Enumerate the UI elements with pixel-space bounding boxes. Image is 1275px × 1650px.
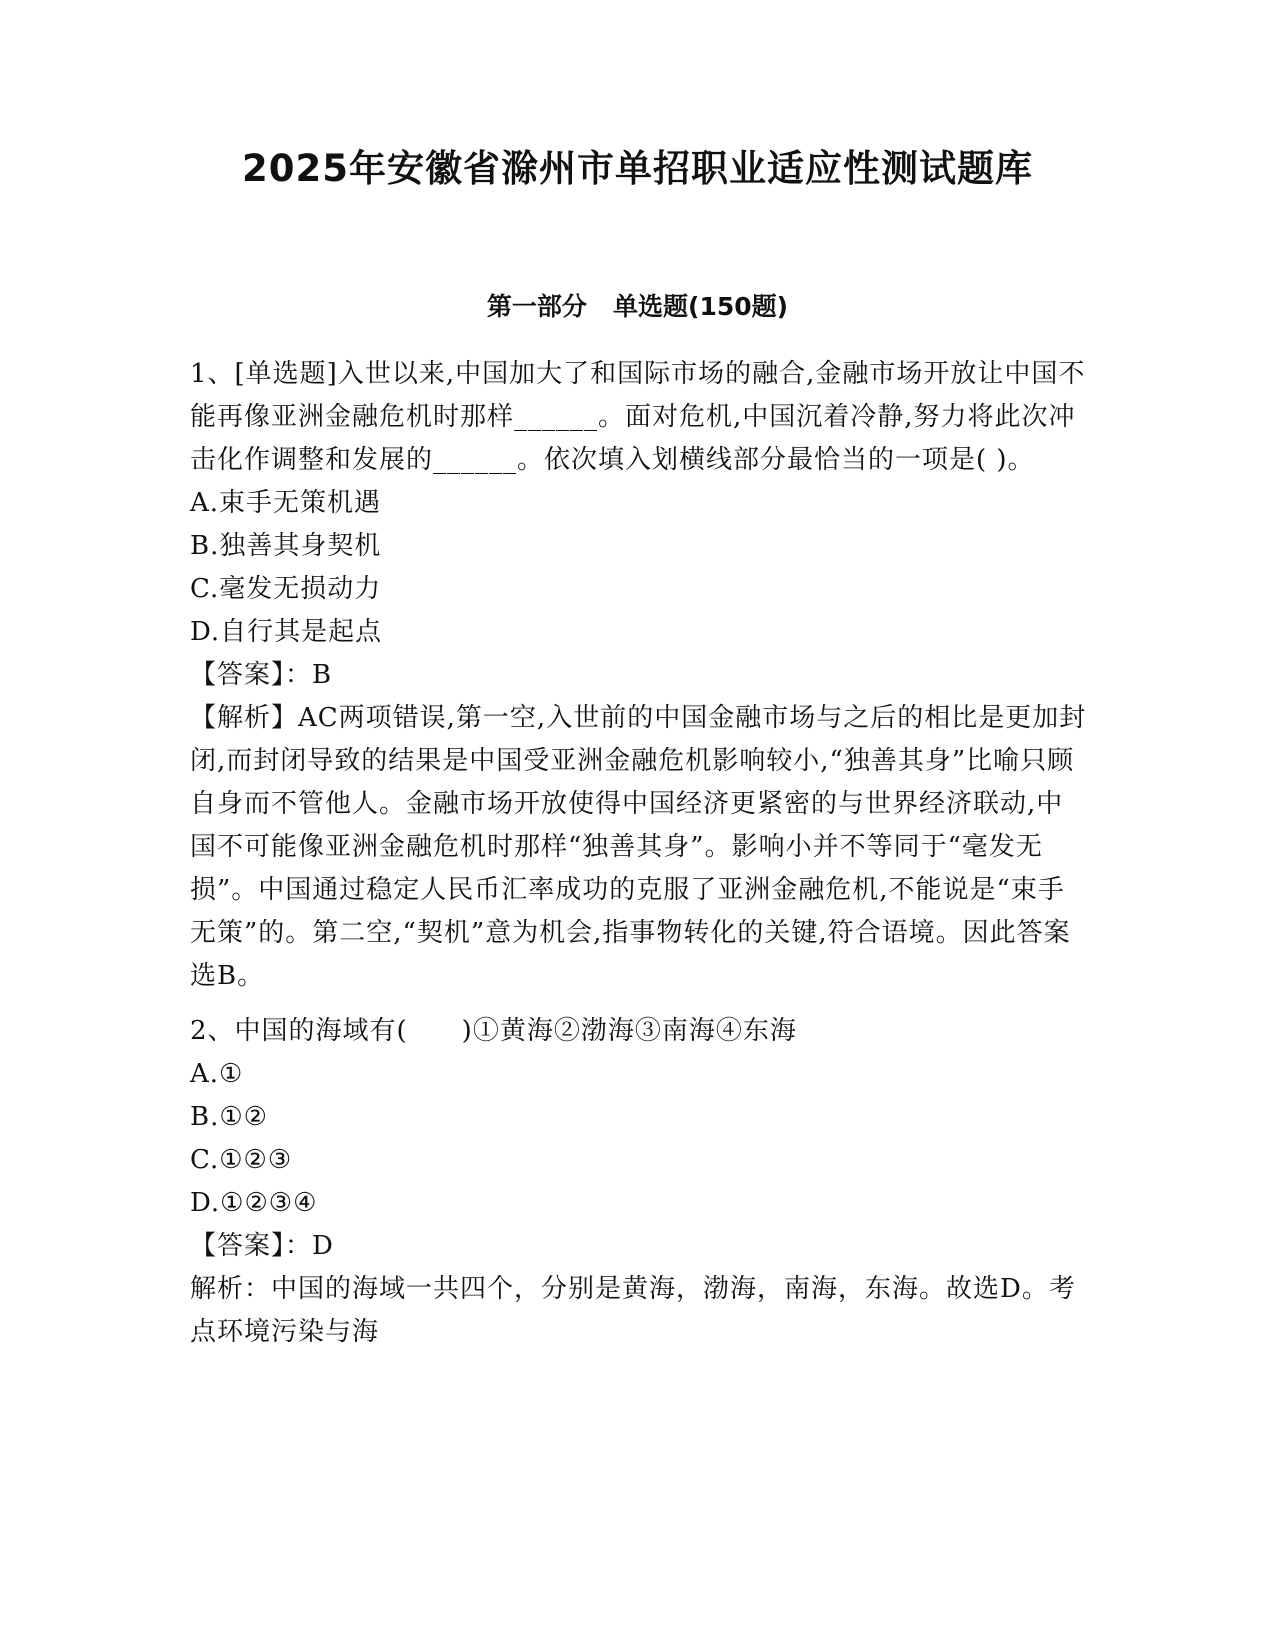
option-d: D.自行其是起点 xyxy=(190,617,383,647)
answer-line: 【答案】：D xyxy=(190,1231,334,1261)
option-a: A.束手无策机遇 xyxy=(190,488,382,518)
question-list xyxy=(190,353,1090,1354)
question-stem: 1、[单选题]入世以来,中国加大了和国际市场的融合,金融市场开放让中国不能再像亚洲金融危机时那样______。面对危机,中国沉着冷静,努力将此次冲击化作调整和发展的______。依次填入划横线部分最恰当的一项是( )。 xyxy=(190,359,1086,475)
analysis-text: 解析：中国的海域一共四个，分别是黄海，渤海，南海，东海。故选D。考点环境污染与海 xyxy=(190,1274,1076,1347)
question-item xyxy=(190,353,1090,998)
option-c: C.毫发无损动力 xyxy=(190,574,382,604)
question-stem: 2、中国的海域有( )①黄海②渤海③南海④东海 xyxy=(190,1016,797,1046)
question-item xyxy=(190,1010,1090,1354)
section-heading: 第一部分 单选题(150题) xyxy=(486,292,789,321)
analysis-text: 【解析】AC两项错误,第一空,入世前的中国金融市场与之后的相比是更加封闭,而封闭导致的结果是中国受亚洲金融危机影响较小,“独善其身”比喻只顾自身而不管他人。金融市场开放使得中国经济更紧密的与世界经济联动,中国不可能像亚洲金融危机时那样“独善其身”。影响小并不等同于“毫发无损”。中国通过稳定人民币汇率成功的克服了亚洲金融危机,不能说是“束手无策”的。第二空,“契机”意为机会,指事物转化的关键,符合语境。因此答案选B。 xyxy=(190,703,1087,991)
option-a: A.① xyxy=(190,1059,244,1089)
document-title: 2025年安徽省滁州市单招职业适应性测试题库 xyxy=(242,147,1033,190)
option-c: C.①②③ xyxy=(190,1145,293,1175)
answer-line: 【答案】：B xyxy=(190,660,333,690)
option-b: B.①② xyxy=(190,1102,268,1132)
option-b: B.独善其身契机 xyxy=(190,531,382,561)
option-d: D.①②③④ xyxy=(190,1188,318,1218)
